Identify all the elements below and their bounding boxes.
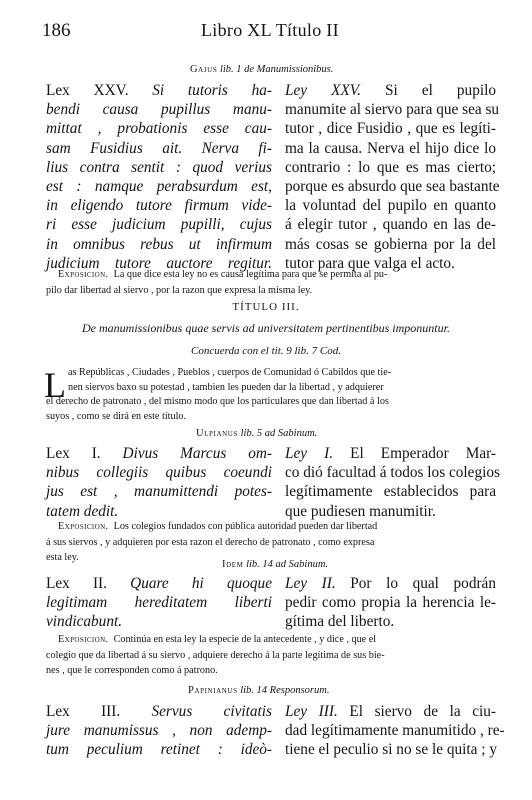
drop-cap: L [44,365,66,405]
spanish-line: Ley XXV. Si el pupilo [285,82,496,99]
spanish-line: tutor para que valga el acto. [285,254,455,272]
source-citation-gajus [190,64,333,75]
spanish-line: porque es absurdo que sea bastante [285,178,500,196]
latin-line: lius contra sentit : quod verius [46,158,272,176]
latin-law-label: Lex XXV. [46,82,129,99]
latin-line: Lex XXV. Si tutoris ha- [46,82,273,99]
source-citation-ulpianus: Ulpianus lib. 5 ad Sabinum. [196,428,318,439]
source-citation-idem: Idem lib. 14 ad Sabinum. [222,559,329,570]
running-head: Libro XL Título II [201,20,339,40]
spanish-line: tutor , dice Fusidio , que es legíti- [285,120,496,138]
latin-column: Lex III. Servus civitatis jure manumissus , non ademp- tum peculium retinet : ideò- [46,703,272,759]
source-work: lib. 1 de Manumissionibus. [217,64,334,75]
spanish-column: Ley I. El Emperador Mar- co dió facultad á todos los colegios legítimamente establecidos para que pudiesen manumitir. [285,445,500,520]
spanish-line: más cosas se gobierna por la del [285,235,496,253]
spanish-column: Ley III. El siervo de la ciu- dad legítimamente manumitido , re- tiene el peculio si no se le quita ; y [285,703,505,759]
spanish-column [285,81,500,273]
spanish-column: Ley II. Por lo qual podrán pedir como propia la herencia le- gítima del liberto. [285,575,496,631]
spanish-law-label: Ley I. [285,445,334,462]
spanish-line: á elegir tutor , quando en las de- [285,216,496,234]
latin-column: Lex I. Divus Marcus om- nibus collegiis quibus coeundi jus est , manumittendi potes- tatem dedit. [46,445,273,520]
exposicion-note: Exposicion. La que dice esta ley no es causa legítima para que se permita al pu- pilo dar libertad al siervo , por la razon que expresa la misma ley. [46,269,388,296]
spanish-line: la voluntad del pupilo en quanto [285,197,496,215]
latin-line: bendi causa pupillus manu- [46,101,272,119]
latin-line: in eligendo tutore firmum vide- [46,197,272,215]
latin-law-label: Lex I. [46,445,101,462]
latin-column: Lex II. Quare hi quoque legitimam hereditatem liberti vindicabunt. [46,575,272,631]
source-citation-papinianus: Papinianus lib. 14 Responsorum. [188,685,330,696]
title-heading: TÍTULO III. [232,301,300,313]
latin-line: est : namque perabsurdum est, [46,178,272,196]
spanish-line: ma la causa. Nerva el hijo dice lo [285,139,496,157]
concordance-note: Concuerda con el tit. 9 lib. 7 Cod. [191,345,341,357]
exposicion-note: Exposicion. Los colegios fundados con pública autoridad pueden dar libertad á sus siervos , y adquieren por esta razon el derecho de patronato , como expresa esta ley. [46,521,378,563]
latin-line: in omnibus rebus ut infirmum [46,235,272,253]
title-subtitle: De manumissionibus quae servis ad universitatem pertinentibus imponuntur. [82,321,450,335]
latin-line: ri esse judicium pupilli, cujus [46,216,272,234]
latin-line: mittat , probationis esse cau- [46,120,272,138]
latin-line: judicium tutore auctore regitur. [46,254,272,272]
title-intro: as Repúblicas , Ciudades , Pueblos , cuerpos de Comunidad ó Cabildos que tie- nen siervos baxo su potestad , tambien les pueden dar la libertad , y adquierer el derecho de patronato , del mismo modo que los particulares que dan libertad á los suyos , como se dirá en este título. [46,367,392,422]
spanish-line: manumite al siervo para que sea su [285,101,500,119]
page-number: 186 [42,20,71,41]
exposicion-note: Exposicion. Continúa en esta ley la especie de la antecedente , y dice , que el colegio que da libertad á su siervo , adquiere derecho á la parte legítima de sus bie- nes , que le corresponden como á patrono. [46,634,385,676]
spanish-line: contrario : lo que es mas cierto; [285,158,496,176]
exposicion-label: Exposicion. [58,269,109,280]
source-author: Gajus [190,64,218,75]
latin-column [46,81,272,273]
latin-line: sam Fusidius ait. Nerva fi- [46,139,272,157]
spanish-law-label: Ley XXV. [285,82,362,99]
